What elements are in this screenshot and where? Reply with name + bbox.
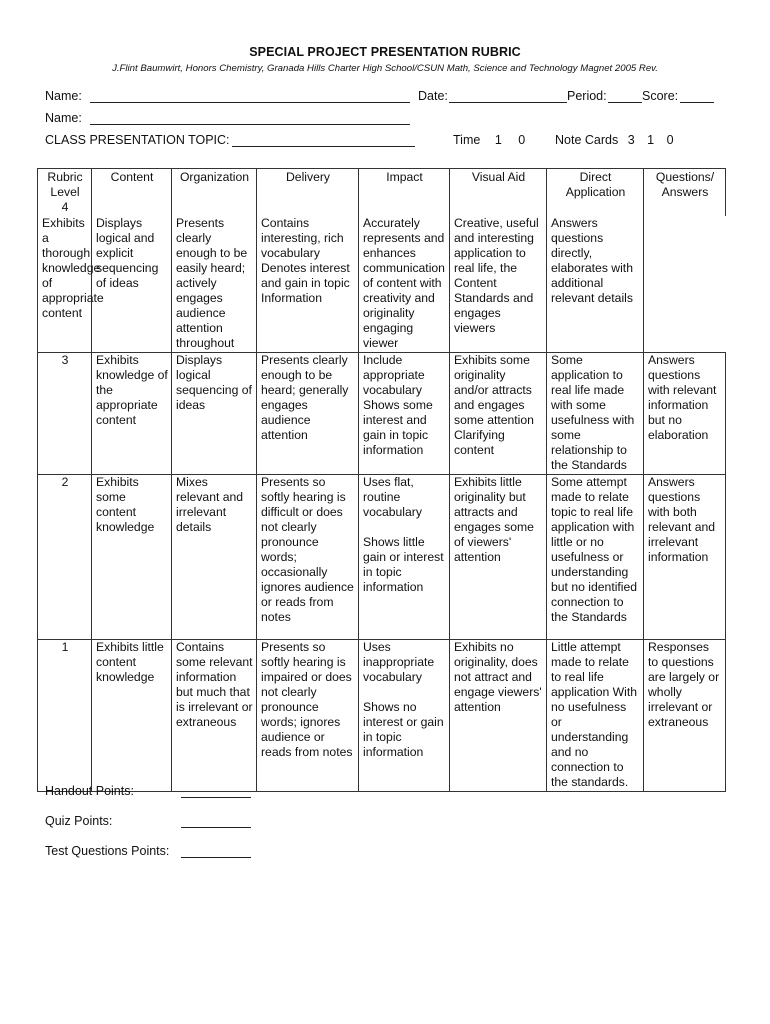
rubric-cell: Responses to questions are largely or wholly irrelevant or extraneous bbox=[644, 640, 726, 792]
rubric-cell: Presents clearly enough to be heard; generally engages audience attention bbox=[257, 353, 359, 475]
date-label: Date: bbox=[418, 89, 448, 103]
time-field bbox=[453, 133, 525, 147]
date-input[interactable] bbox=[449, 90, 567, 103]
topic-label: CLASS PRESENTATION TOPIC: bbox=[45, 133, 230, 147]
page-subtitle: J.Flint Baumwirt, Honors Chemistry, Granada Hills Charter High School/CSUN Math, Science and Technology Magnet 2005 Rev. bbox=[112, 63, 658, 74]
rubric-table bbox=[37, 168, 726, 792]
period-label: Period: bbox=[567, 89, 607, 103]
handout-points-input[interactable] bbox=[181, 787, 251, 798]
page-title: SPECIAL PROJECT PRESENTATION RUBRIC bbox=[249, 45, 521, 59]
name-field bbox=[45, 89, 82, 103]
time-label: Time bbox=[453, 133, 481, 147]
period-input[interactable] bbox=[608, 90, 642, 103]
rubric-cell: Exhibits little originality but attracts and engages some of viewers' attention bbox=[450, 475, 547, 640]
note-cards-label: Note Cards bbox=[555, 133, 619, 147]
rubric-row-3 bbox=[38, 353, 726, 475]
rubric-cell: Contains some relevant information but much that is irrelevant or extraneous bbox=[172, 640, 257, 792]
note-cards-option[interactable]: 1 bbox=[647, 133, 655, 147]
rubric-row-2 bbox=[38, 475, 726, 640]
rubric-cell: Exhibits knowledge of the appropriate content bbox=[92, 353, 172, 475]
rubric-cell: Presents so softly hearing is difficult or does not clearly pronounce words; occasionally ignores audience or reads from notes bbox=[257, 475, 359, 640]
column-header: Organization bbox=[172, 169, 257, 217]
rubric-cell: Exhibits some content knowledge bbox=[92, 475, 172, 640]
rubric-cell: Accurately represents and enhances communication of content with creativity and originality engaging viewer bbox=[359, 216, 450, 353]
time-option[interactable]: 0 bbox=[518, 133, 526, 147]
rubric-cell: Little attempt made to relate to real life application With no usefulness or understanding and no connection to the standards. bbox=[547, 640, 644, 792]
name2-label: Name: bbox=[45, 111, 82, 125]
name2-input[interactable] bbox=[90, 112, 410, 125]
rubric-cell: Exhibits no originality, does not attract and engage viewers' attention bbox=[450, 640, 547, 792]
column-header: Delivery bbox=[257, 169, 359, 217]
column-header: Rubric Level 4 bbox=[38, 169, 92, 217]
score-label: Score: bbox=[642, 89, 679, 103]
note-cards-field bbox=[555, 133, 674, 147]
note-cards-option[interactable]: 0 bbox=[666, 133, 674, 147]
level-value: 3 bbox=[38, 353, 92, 475]
quiz-points-label: Quiz Points: bbox=[45, 814, 113, 828]
column-header: Content bbox=[92, 169, 172, 217]
rubric-row-4 bbox=[38, 216, 726, 353]
handout-points-label: Handout Points: bbox=[45, 784, 134, 798]
rubric-header-row bbox=[38, 169, 726, 217]
rubric-cell: Answers questions with relevant information but no elaboration bbox=[644, 353, 726, 475]
level-value: 2 bbox=[38, 475, 92, 640]
rubric-cell: Creative, useful and interesting application to real life, the Content Standards and engages viewers bbox=[450, 216, 547, 353]
rubric-cell: Uses flat, routine vocabulary Shows little gain or interest in topic information bbox=[359, 475, 450, 640]
rubric-cell: Some attempt made to relate topic to real life application with little or no usefulness or understanding but no identified connection to the Standards bbox=[547, 475, 644, 640]
rubric-cell: Presents so softly hearing is impaired or does not clearly pronounce words; ignores audience or reads from notes bbox=[257, 640, 359, 792]
rubric-cell: Include appropriate vocabulary Shows some interest and gain in topic information bbox=[359, 353, 450, 475]
rubric-cell: Exhibits little content knowledge bbox=[92, 640, 172, 792]
rubric-cell: Answers questions directly, elaborates with additional relevant details bbox=[547, 216, 644, 353]
note-cards-option[interactable]: 3 bbox=[627, 133, 635, 147]
rubric-cell: Contains interesting, rich vocabulary Denotes interest and gain in topic Information bbox=[257, 216, 359, 353]
test-points-input[interactable] bbox=[181, 847, 251, 858]
level-value: 1 bbox=[38, 640, 92, 792]
score-input[interactable] bbox=[680, 90, 714, 103]
column-header: Questions/ Answers bbox=[644, 169, 726, 217]
rubric-cell: Some application to real life made with some usefulness with some relationship to the Standards bbox=[547, 353, 644, 475]
name-input[interactable] bbox=[90, 90, 410, 103]
column-header: Impact bbox=[359, 169, 450, 217]
column-header: Visual Aid bbox=[450, 169, 547, 217]
rubric-cell: Uses inappropriate vocabulary Shows no interest or gain in topic information bbox=[359, 640, 450, 792]
rubric-cell: Exhibits some originality and/or attracts and engages some attention Clarifying content bbox=[450, 353, 547, 475]
quiz-points-input[interactable] bbox=[181, 817, 251, 828]
column-header: Direct Application bbox=[547, 169, 644, 217]
rubric-cell: Presents clearly enough to be easily heard; actively engages audience attention throughout bbox=[172, 216, 257, 353]
test-points-label: Test Questions Points: bbox=[45, 844, 170, 858]
rubric-cell: Displays logical and explicit sequencing of ideas bbox=[92, 216, 172, 353]
rubric-row-1 bbox=[38, 640, 726, 792]
level-value: 4 bbox=[61, 200, 69, 214]
topic-input[interactable] bbox=[232, 134, 415, 147]
rubric-cell: Mixes relevant and irrelevant details bbox=[172, 475, 257, 640]
rubric-cell: Displays logical sequencing of ideas bbox=[172, 353, 257, 475]
time-option[interactable]: 1 bbox=[494, 133, 502, 147]
name-label: Name: bbox=[45, 89, 82, 103]
rubric-cell: Exhibits a thorough knowledge of appropriate content bbox=[38, 216, 92, 353]
rubric-cell: Answers questions with both relevant and irrelevant information bbox=[644, 475, 726, 640]
